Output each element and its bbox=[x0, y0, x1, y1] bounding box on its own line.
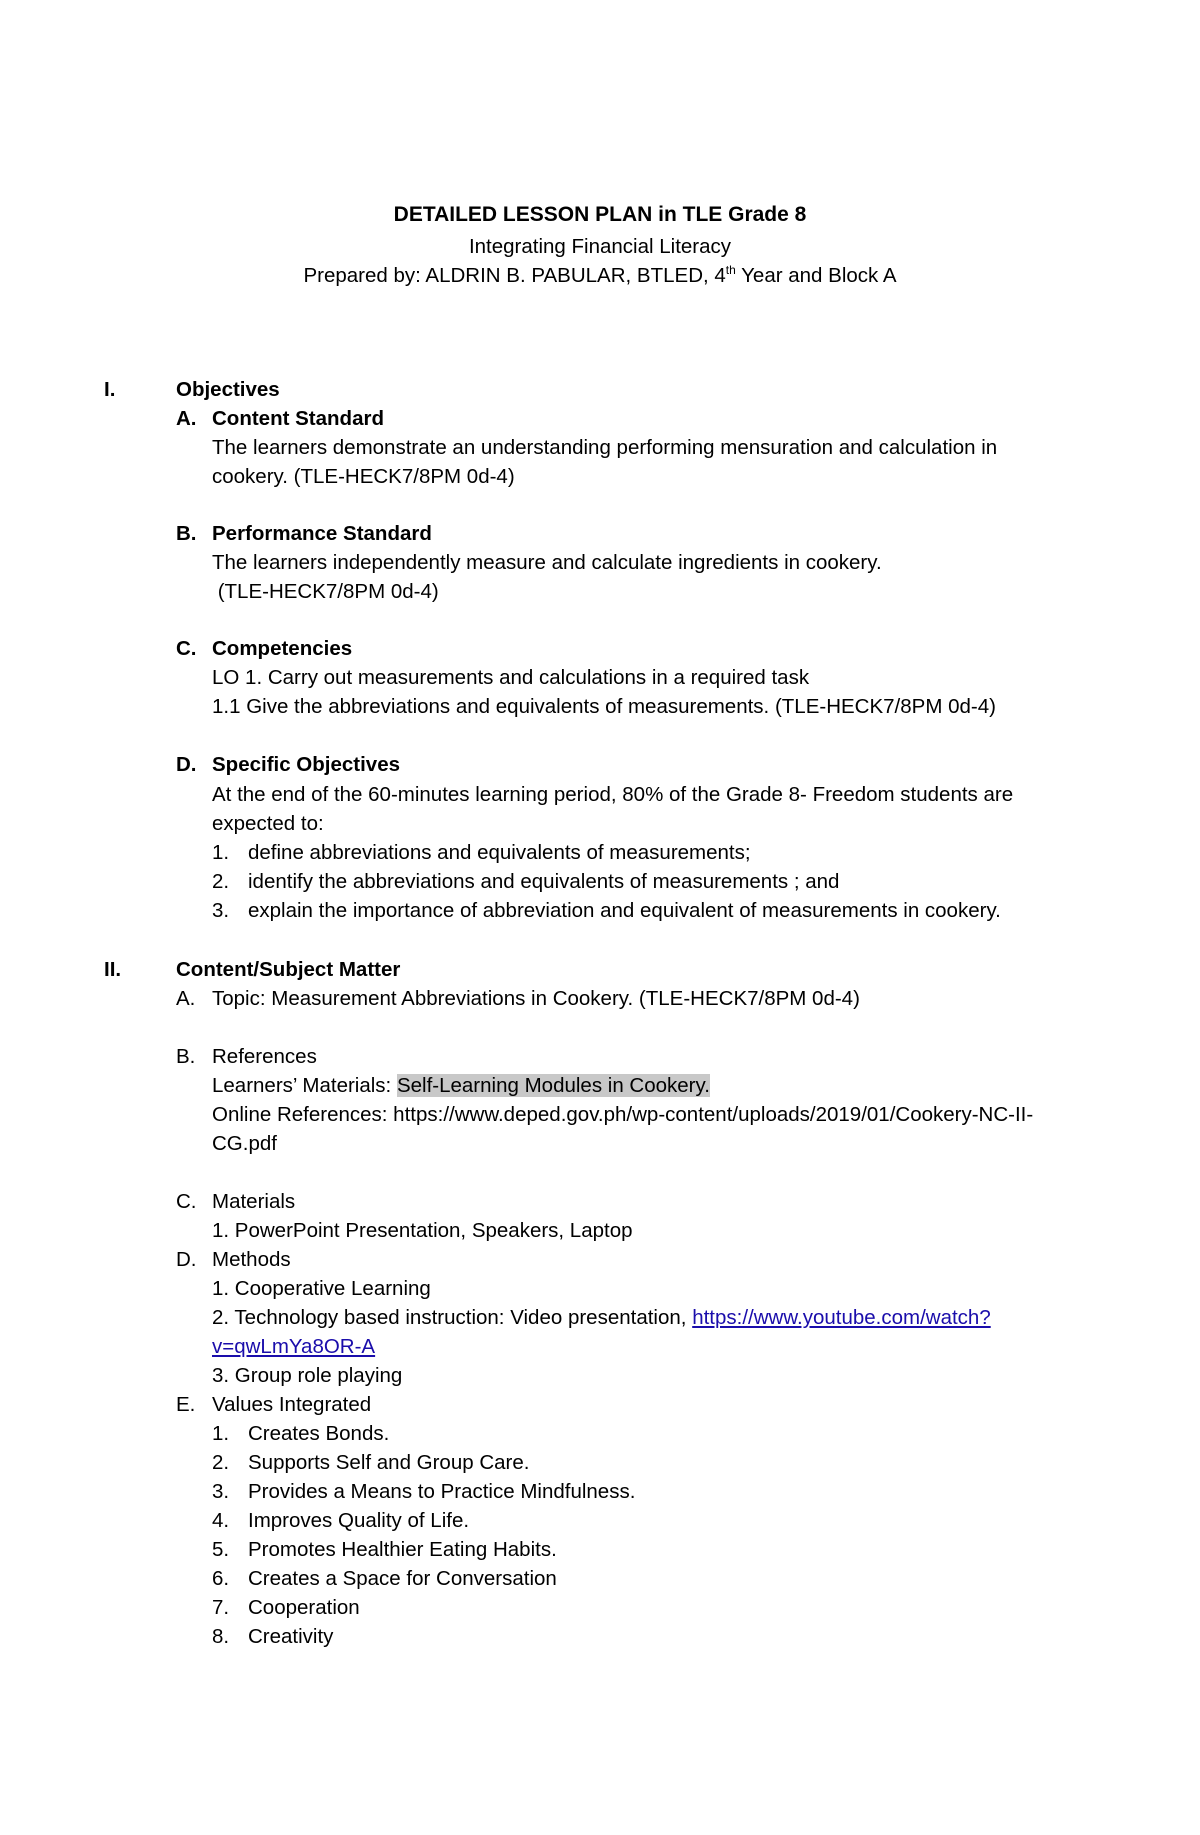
value-item-text: Provides a Means to Practice Mindfulness. bbox=[248, 1480, 636, 1503]
section-2-title: Content/Subject Matter bbox=[176, 958, 401, 981]
methods-link-continued bbox=[212, 1333, 375, 1361]
objective-item-text: identify the abbreviations and equivalents of measurements ; and bbox=[248, 870, 840, 893]
values-title: Values Integrated bbox=[212, 1393, 372, 1416]
online-references-line-1: Online References: https://www.deped.gov.ph/wp-content/uploads/2019/01/Cookery-NC-II- bbox=[212, 1103, 1034, 1126]
prepared-by-suffix: Year and Block A bbox=[735, 264, 897, 287]
section-1a-title: Content Standard bbox=[212, 407, 384, 430]
value-item-text: Improves Quality of Life. bbox=[248, 1509, 470, 1532]
value-item-text: Cooperation bbox=[248, 1596, 360, 1619]
value-item-number: 7. bbox=[212, 1596, 230, 1619]
learners-materials bbox=[212, 1072, 710, 1100]
materials-title: Materials bbox=[212, 1190, 296, 1213]
section-2c-letter: C. bbox=[176, 1190, 197, 1213]
specific-objectives-line-2: expected to: bbox=[212, 812, 324, 835]
value-item-number: 2. bbox=[212, 1451, 230, 1474]
methods-title: Methods bbox=[212, 1248, 291, 1271]
video-link[interactable]: https://www.youtube.com/watch? bbox=[692, 1306, 991, 1329]
section-1b-title: Performance Standard bbox=[212, 522, 432, 545]
section-1d-title: Specific Objectives bbox=[212, 753, 401, 776]
performance-standard-line-2: (TLE-HECK7/8PM 0d-4) bbox=[212, 580, 439, 603]
section-1c-title: Competencies bbox=[212, 637, 353, 660]
document-title: DETAILED LESSON PLAN in TLE Grade 8 bbox=[393, 203, 807, 226]
references-title: References bbox=[212, 1045, 317, 1068]
value-item-number: 5. bbox=[212, 1538, 230, 1561]
objective-item-number: 1. bbox=[212, 841, 230, 864]
competency-line-1: LO 1. Carry out measurements and calculations in a required task bbox=[212, 666, 810, 689]
methods-line-3: 3. Group role playing bbox=[212, 1364, 403, 1387]
value-item-number: 8. bbox=[212, 1625, 230, 1648]
objective-item-text: define abbreviations and equivalents of measurements; bbox=[248, 841, 751, 864]
value-item-number: 1. bbox=[212, 1422, 230, 1445]
content-standard-line-1: The learners demonstrate an understanding performing mensuration and calculation in bbox=[212, 436, 998, 459]
learners-materials-highlight: Self-Learning Modules in Cookery. bbox=[396, 1074, 710, 1097]
methods-line-1: 1. Cooperative Learning bbox=[212, 1277, 431, 1300]
methods-line-2 bbox=[212, 1304, 991, 1332]
prepared-by-sup: th bbox=[725, 263, 736, 278]
objective-item-text: explain the importance of abbreviation and equivalent of measurements in cookery. bbox=[248, 899, 1001, 922]
section-1c-letter: C. bbox=[176, 637, 197, 660]
value-item-number: 6. bbox=[212, 1567, 230, 1590]
learners-materials-label: Learners’ Materials: bbox=[212, 1074, 397, 1097]
specific-objectives-line-1: At the end of the 60-minutes learning period, 80% of the Grade 8- Freedom students are bbox=[212, 783, 1014, 806]
prepared-by bbox=[0, 264, 1200, 288]
value-item-number: 4. bbox=[212, 1509, 230, 1532]
section-1d-letter: D. bbox=[176, 753, 197, 776]
value-item-text: Promotes Healthier Eating Habits. bbox=[248, 1538, 557, 1561]
section-2d-letter: D. bbox=[176, 1248, 197, 1271]
section-1a-letter: A. bbox=[176, 407, 197, 430]
methods-line-2-text: 2. Technology based instruction: Video presentation, bbox=[212, 1306, 693, 1329]
video-link-continued[interactable]: v=qwLmYa8OR-A bbox=[212, 1335, 376, 1358]
objective-item-number: 3. bbox=[212, 899, 230, 922]
document-subtitle: Integrating Financial Literacy bbox=[468, 235, 732, 258]
value-item-text: Creates a Space for Conversation bbox=[248, 1567, 557, 1590]
online-references-line-2: CG.pdf bbox=[212, 1132, 277, 1155]
section-1b-letter: B. bbox=[176, 522, 197, 545]
section-1-title: Objectives bbox=[176, 378, 280, 401]
value-item-number: 3. bbox=[212, 1480, 230, 1503]
value-item-text: Supports Self and Group Care. bbox=[248, 1451, 530, 1474]
section-2a-letter: A. bbox=[176, 987, 196, 1010]
objective-item-number: 2. bbox=[212, 870, 230, 893]
prepared-by-prefix: Prepared by: ALDRIN B. PABULAR, BTLED, 4 bbox=[303, 264, 726, 287]
value-item-text: Creativity bbox=[248, 1625, 334, 1648]
materials-line-1: 1. PowerPoint Presentation, Speakers, Laptop bbox=[212, 1219, 633, 1242]
performance-standard-line-1: The learners independently measure and calculate ingredients in cookery. bbox=[212, 551, 882, 574]
section-2e-letter: E. bbox=[176, 1393, 196, 1416]
section-1-numeral: I. bbox=[104, 378, 116, 401]
competency-line-2: 1.1 Give the abbreviations and equivalents of measurements. (TLE-HECK7/8PM 0d-4) bbox=[212, 695, 996, 718]
section-2-numeral: II. bbox=[104, 958, 122, 981]
value-item-text: Creates Bonds. bbox=[248, 1422, 390, 1445]
section-2b-letter: B. bbox=[176, 1045, 196, 1068]
content-standard-line-2: cookery. (TLE-HECK7/8PM 0d-4) bbox=[212, 465, 515, 488]
topic-text: Topic: Measurement Abbreviations in Cookery. (TLE-HECK7/8PM 0d-4) bbox=[212, 987, 860, 1010]
